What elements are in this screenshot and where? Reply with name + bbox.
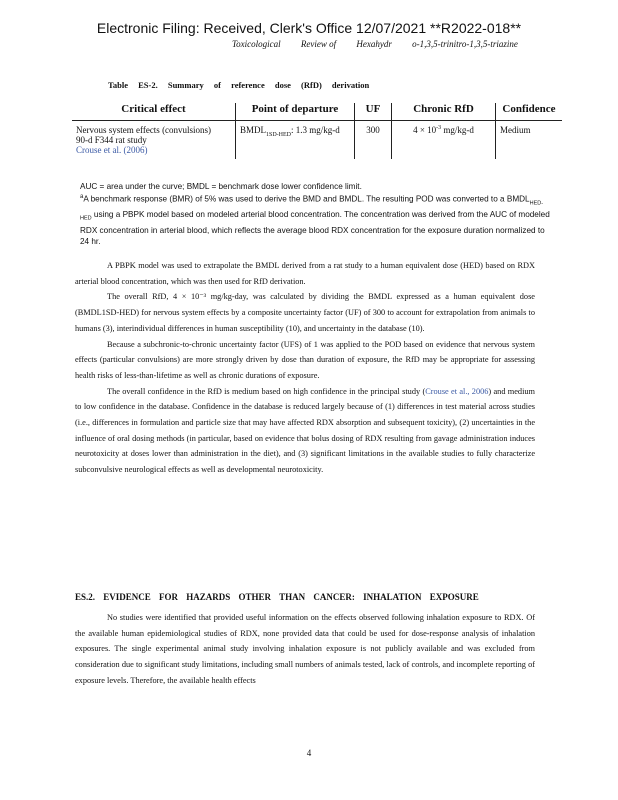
rfd-summary-table — [72, 103, 562, 159]
rfd-exponent: -3 — [436, 125, 442, 131]
body-text-inhalation — [75, 610, 535, 689]
header-part: Hexahydr — [356, 39, 392, 49]
col-header-rfd: Chronic RfD — [392, 103, 496, 121]
header-part: o-1,3,5-trinitro-1,3,5-triazine — [412, 39, 518, 49]
rfd-base: 4 × 10 — [413, 125, 437, 135]
effect-line: Nervous system effects (convulsions) — [76, 125, 212, 135]
footnote-text: A benchmark response (BMR) of 5% was used to derive the BMD and BMDL. The resulting POD was converted to a BMDL — [83, 194, 530, 204]
cell-pod — [236, 121, 355, 160]
footnote-rest: using a PBPK model based on modeled arterial blood concentration. The concentration was derived from the AUC of modeled RDX concentration in arterial blood, which reflects the average blood RDX concentration for the exposure duration normalized to 24 hr. — [80, 210, 550, 247]
body-text — [75, 258, 535, 478]
cell-critical-effect — [72, 121, 236, 160]
page-number: 4 — [306, 748, 312, 758]
paragraph: No studies were identified that provided useful information on the effects observed following inhalation exposure to RDX. Of the available human epidemiological studies of RDX, none provided data that could be used for dose-response analysis of inhalation exposures. The single experimental animal study involving inhalation exposure is not publicly available and was excluded from consideration due to significant study limitations, including small numbers of animals tested, lack of controls, and incomplete reporting of exposure levels. Therefore, the available health effects — [75, 613, 535, 685]
col-header-uf: UF — [355, 103, 392, 121]
citation-link[interactable]: Crouse et al., 2006 — [425, 386, 489, 396]
col-header-confidence: Confidence — [496, 103, 563, 121]
effect-line: 90-d F344 rat study — [76, 135, 147, 145]
rfd-unit: mg/kg-d — [441, 125, 474, 135]
pod-subscript: 1SD-HED — [266, 131, 292, 138]
table-row — [72, 121, 562, 160]
footnote-mark: a — [80, 194, 84, 200]
section-heading: ES.2. EVIDENCE FOR HAZARDS OTHER THAN CANCER: INHALATION EXPOSURE — [75, 592, 479, 602]
cell-uf: 300 — [355, 121, 392, 160]
abbrev-note: AUC = area under the curve; BMDL = benchmark dose lower confidence limit. — [80, 182, 362, 191]
running-header — [232, 39, 536, 49]
cell-confidence: Medium — [500, 125, 531, 135]
table-notes — [80, 181, 550, 247]
paragraph: A PBPK model was used to extrapolate the BMDL derived from a rat study to a human equivalent dose (HED) based on RDX arterial blood concentration, which was then used for RfD derivation. — [75, 261, 535, 286]
cell-rfd — [392, 121, 496, 160]
footnote-subscript: HED-HED — [80, 200, 544, 223]
header-part: Review of — [300, 39, 337, 49]
pod-value: : 1.3 mg/kg-d — [291, 125, 340, 135]
footnote-a — [80, 192, 550, 247]
citation-link[interactable]: Crouse et al. (2006) — [76, 145, 148, 155]
filing-stamp: Electronic Filing: Received, Clerk's Office 12/07/2021 **R2022-018** — [96, 20, 522, 36]
col-header-critical-effect: Critical effect — [72, 103, 236, 121]
paragraph: The overall RfD, 4 × 10⁻³ mg/kg-day, was calculated by dividing the BMDL expressed as a human equivalent dose (BMDL1SD-HED) for nervous system effects by a composite uncertainty factor (UF) of 300 to account for extrapolation from animals to humans (3), interindividual differences in human susceptibility (10), and uncertainty in the database (10). — [75, 292, 535, 333]
paragraph-text: The overall confidence in the RfD is medium based on high confidence in the principal study ( — [107, 386, 426, 396]
paragraph: Because a subchronic-to-chronic uncertainty factor (UFS) of 1 was applied to the POD based on evidence that nervous system effects (particular convulsions) are more strongly driven by dose than duration of exposure, the RfD may be appropriate for assessing health risks of less-than-lifetime as well as chronic durations of exposure. — [75, 339, 535, 380]
header-part: Toxicological — [232, 39, 281, 49]
table-caption: Table ES-2. Summary of reference dose (RfD) derivation — [108, 80, 370, 90]
col-header-pod: Point of departure — [236, 103, 355, 121]
paragraph-text: ) and medium to low confidence in the database. Confidence in the database is reduced largely because of (1) differences in test material across studies (i.e., differences in formulation and particle size that may have affected RDX absorption and subsequent toxicity), (2) uncertainties in the influence of oral dosing methods (in particular, based on evidence that bolus dosing of RDX resulting from gavage administration induces neurotoxicity at doses lower than administration in the diet), and (3) significant limitations in the available studies to fully characterize subconvulsive neurological effects as well as developmental neurotoxicity. — [75, 386, 535, 475]
paragraph — [75, 384, 535, 478]
pod-label: BMDL — [240, 125, 267, 135]
